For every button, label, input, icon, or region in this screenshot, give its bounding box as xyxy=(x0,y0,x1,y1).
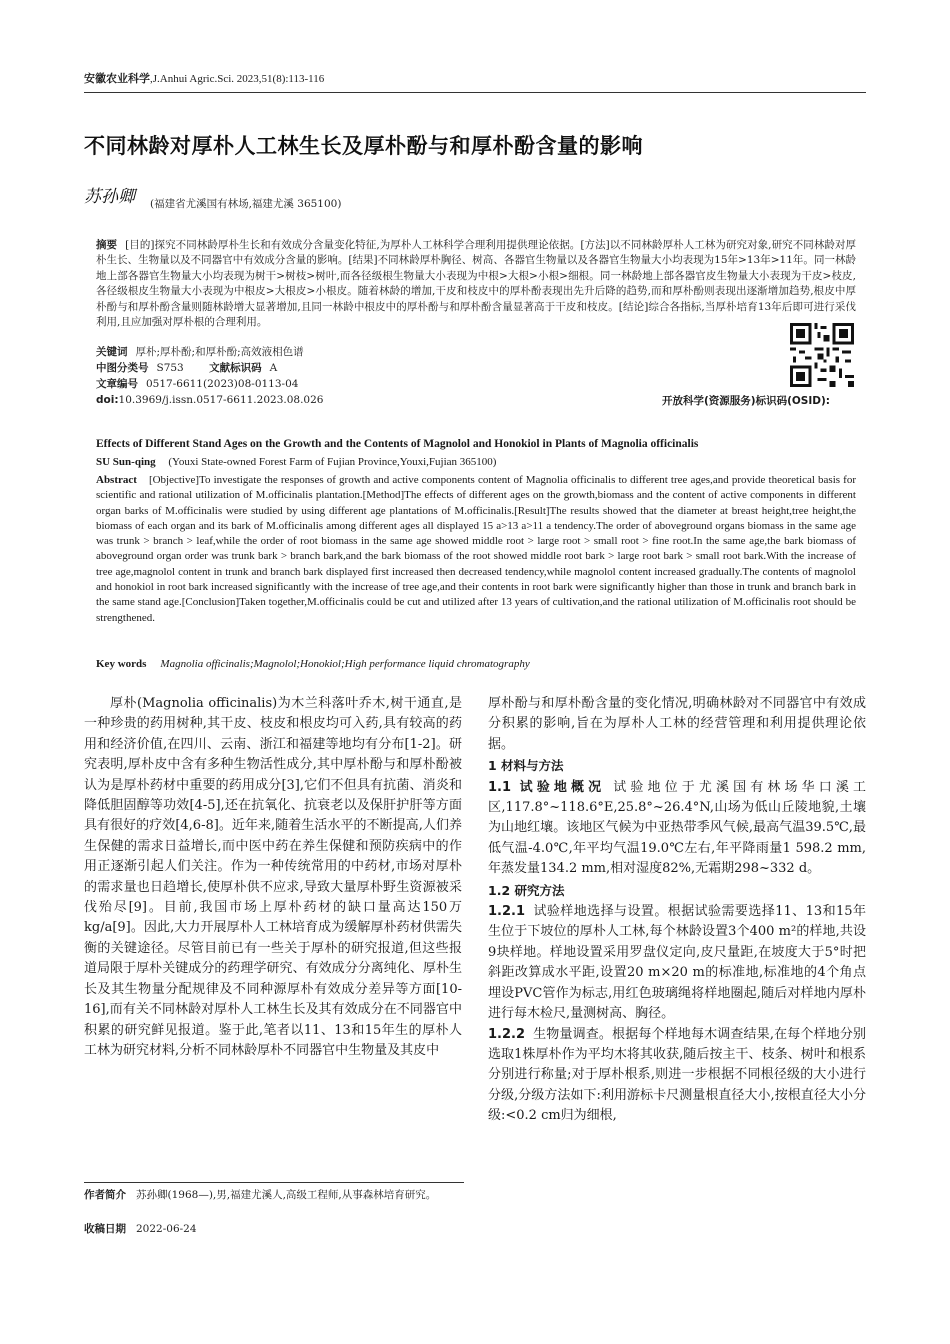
english-author-line xyxy=(96,456,496,468)
footnote-rule xyxy=(84,1182,464,1183)
header-rule xyxy=(84,92,866,93)
clc-label: 中图分类号 xyxy=(96,362,149,374)
bio-text: 苏孙卿(1968—),男,福建尤溪人,高级工程师,从事森林培育研究。 xyxy=(136,1189,437,1201)
section-1-1-text: 试验地位于尤溪国有林场华口溪工区,117.8°~118.6°E,25.8°~26.4°N,山场为低山丘陵地貌,土壤为山地红壤。该地区气候为中亚热带季风气候,最高气温39.5℃,最低气温-4.0℃,年平均气温19.0℃左右,年平降雨量1 598.2 mm,年蒸发量134.2 mm,相对湿度82%,无霜期298~332 d。 xyxy=(488,779,866,877)
received-date xyxy=(84,1222,464,1237)
english-abstract-label: Abstract xyxy=(96,474,137,486)
doc-code-value: A xyxy=(269,362,278,374)
body-left-column xyxy=(84,694,462,1061)
english-abstract xyxy=(96,473,856,626)
clc-value: S753 xyxy=(156,362,184,374)
osid-label: 开放科学(资源服务)标识码(OSID): xyxy=(661,395,830,407)
abstract-text: [目的]探究不同林龄厚朴生长和有效成分含量变化特征,为厚朴人工林科学合理利用提供理论依据。[方法]以不同林龄厚朴人工林为研究对象,研究不同林龄对厚朴生长、生物量以及不同器官中有效成分含量的影响。[结果]不同林龄厚朴胸径、树高、各器官生物量以及各器官生物量大小均表现为15年>13年>11年。同一林龄地上部各器官生物量大小均表现为树干>树枝>树叶,而各径级根生物量大小表现为中根>大根>小根>细根。同一林龄地上部各器官皮生物量大小表现为干皮>枝皮,各径级根皮生物量大小表现为中根皮>大根皮>小根皮。随着林龄的增加,干皮和枝皮中的厚朴酚表现出先升后降的趋势,而和厚朴酚则表现出逐渐增加趋势,根皮中厚朴酚与和厚朴酚含量则随林龄增大显著增加,且同一林龄中根皮中的厚朴酚与和厚朴酚含量显著高于干皮和枝皮。[结论]综合各指标,当厚朴培育13年后即可进行采伐利用,且应加强对厚朴根的合理利用。 xyxy=(96,239,857,329)
doc-code-label: 文献标识码 xyxy=(209,362,262,374)
doi-label: doi: xyxy=(96,394,119,406)
chinese-abstract xyxy=(96,238,856,330)
bio-label: 作者简介 xyxy=(84,1189,126,1201)
section-1-2-1-text: 试验样地选择与设置。根据试验需要选择11、13和15年生位于下坡位的厚朴人工林,每个林龄设置3个400 m²的样地,共设9块样地。样地设置采用罗盘仪定向,皮尺量距,在坡度大于5°时把斜距改算成水平距,设置20 m×20 m的标准地,标准地的4个角点埋设PVC管作为标志,用红色玻璃绳将样地圈起,随后对样地内厚朴进行每木检尺,量测树高、胸径。 xyxy=(488,904,866,1022)
english-title: Effects of Different Stand Ages on the Growth and the Contents of Magnolol and Honokiol in Plants of Magnolia officinalis xyxy=(96,438,699,450)
section-1-2-1-label: 1.2.1 xyxy=(488,904,526,920)
english-author: SU Sun-qing xyxy=(96,456,156,468)
english-affiliation: (Youxi State-owned Forest Farm of Fujian Province,Youxi,Fujian 365100) xyxy=(168,456,497,468)
qr-code-icon xyxy=(790,323,854,387)
doi-value: 10.3969/j.issn.0517-6611.2023.08.026 xyxy=(118,394,324,406)
journal-name: 安徽农业科学 xyxy=(84,72,150,85)
abstract-label: 摘要 xyxy=(96,239,118,251)
intro-continuation: 厚朴酚与和厚朴酚含量的变化情况,明确林龄对不同器官中有效成分积累的影响,旨在为厚朴人工林的经营管理和利用提供理论依据。 xyxy=(488,696,866,752)
paper-title: 不同林龄对厚朴人工林生长及厚朴酚与和厚朴酚含量的影响 xyxy=(84,134,643,158)
english-abstract-text: [Objective]To investigate the responses of growth and active components content of Magnolia officinalis to different tree ages,and provide theoretical basis for scientific and rational utilization of M.officinalis plantation.[Method]The effects of different ages on the growth,biomass and the content of active components in different organ barks of M.officinalis were studied by using different age plantations of M.officinalis.[Result]The results showed that the diameter at breast height,tree height,the biomass of each organ and its bark of M.officinalis among different ages all displayed 15 a>13 a>11 a tendency.The order of aboveground organs biomass in the same age was trunk > branch > leaf,while the order of root biomass in the same age showed middle root > large root > small root > fine root.In the same age,the bark biomass of aboveground organ order was trunk bark > branch bark,and the bark biomass of the root showed middle root bark > large root bark > small root bark.With the increase of tree age,magnolol content in trunk and branch bark displayed first increased then decreased tendency,while magnolol content increased gradually.The contents of magnolol and honokiol in root bark increased significantly with the increase of tree age,and their contents in root bark were significantly higher than those in trunk and branch bark in the same stand age.[Conclusion]Taken together,M.officinalis could be cut and utilized after 13 years of cultivation,and the rational utilization of M.officinalis root should be strengthened. xyxy=(96,474,856,624)
section-1-2-2-paragraph xyxy=(488,1025,866,1127)
article-no-value: 0517-6611(2023)08-0113-04 xyxy=(146,378,299,390)
section-1-2-heading: 1.2 研究方法 xyxy=(488,882,565,898)
section-1-2-1-paragraph xyxy=(488,902,866,1024)
journal-citation: ,J.Anhui Agric.Sci. 2023,51(8):113-116 xyxy=(150,73,325,85)
body-right-column xyxy=(488,694,866,1127)
keywords-text: 厚朴;厚朴酚;和厚朴酚;高效液相色谱 xyxy=(135,346,304,358)
author-bio xyxy=(84,1188,464,1203)
author-affiliation: (福建省尤溪国有林场,福建尤溪 365100) xyxy=(150,198,342,210)
date-label: 收稿日期 xyxy=(84,1223,126,1235)
intro-paragraph: 厚朴(Magnolia officinalis)为木兰科落叶乔木,树干通直,是一种珍贵的药用树种,其干皮、枝皮和根皮均可入药,具有较高的药用和经济价值,在四川、云南、浙江和福建等地均有分布[1-2]。研究表明,厚朴皮中含有多种生物活性成分,其中厚朴酚与和厚朴酚被认为是厚朴药材中重要的药用成分[3],它们不但具有抗菌、消炎和降低胆固醇等功效[4-5],还在抗氧化、抗衰老以及保肝护肝等方面具有很好的疗效[4,6-8]。近年来,随着生活水平的不断提高,人们养生保健的需求日益增长,而中医中药在养生保健和预防疾病中的作用正逐渐引起人们关注。作为一种传统常用的中药材,市场对厚朴的需求量也日趋增长,使厚朴供不应求,导致大量厚朴野生资源被采伐殆尽[9]。目前,我国市场上厚朴药材的缺口量高达150万kg/a[9]。因此,大力开展厚朴人工林培育成为缓解厚朴药材供需失衡的关键途径。尽管目前已有一些关于厚朴的研究报道,但这些报道局限于厚朴关键成分的药理学研究、有效成分分离纯化、厚朴生长及其生物量分配规律及不同种源厚朴有效成分差异等方面[10-16],而有关不同林龄对厚朴人工林生长及其有效成分在不同器官中积累的研究鲜见报道。鉴于此,笔者以11、13和15年生的厚朴人工林为研究材料,分析不同林龄厚朴不同器官中生物量及其皮中 xyxy=(84,696,462,1058)
section-1-2-2-text: 生物量调查。根据每个样地每木调查结果,在每个样地分别选取1株厚朴作为平均木将其收获,随后按主干、枝条、树叶和根系分别进行称量;对于厚朴根系,则进一步根据不同根径级的大小进行分级,分级方法如下:利用游标卡尺测量根直径大小,按根直径大小分级:<0.2 cm归为细根, xyxy=(488,1026,866,1124)
section-1-1-label: 1.1 试验地概况 xyxy=(488,779,606,795)
section-1-1-paragraph xyxy=(488,778,866,880)
english-keywords-text: Magnolia officinalis;Magnolol;Honokiol;High performance liquid chromatography xyxy=(160,658,530,670)
section-1-2-2-label: 1.2.2 xyxy=(488,1026,526,1042)
article-no-label: 文章编号 xyxy=(96,378,138,390)
english-keywords-line xyxy=(96,657,856,672)
journal-header xyxy=(84,70,324,86)
keywords-line xyxy=(96,345,304,360)
author-name: 苏孙卿 xyxy=(84,187,135,207)
section-1-heading: 1 材料与方法 xyxy=(488,758,564,774)
keywords-label: 关键词 xyxy=(96,346,128,358)
english-keywords-label: Key words xyxy=(96,658,147,670)
date-value: 2022-06-24 xyxy=(136,1223,197,1235)
article-number-line xyxy=(96,377,298,392)
doi-line xyxy=(96,393,323,408)
classification-line xyxy=(96,361,277,376)
